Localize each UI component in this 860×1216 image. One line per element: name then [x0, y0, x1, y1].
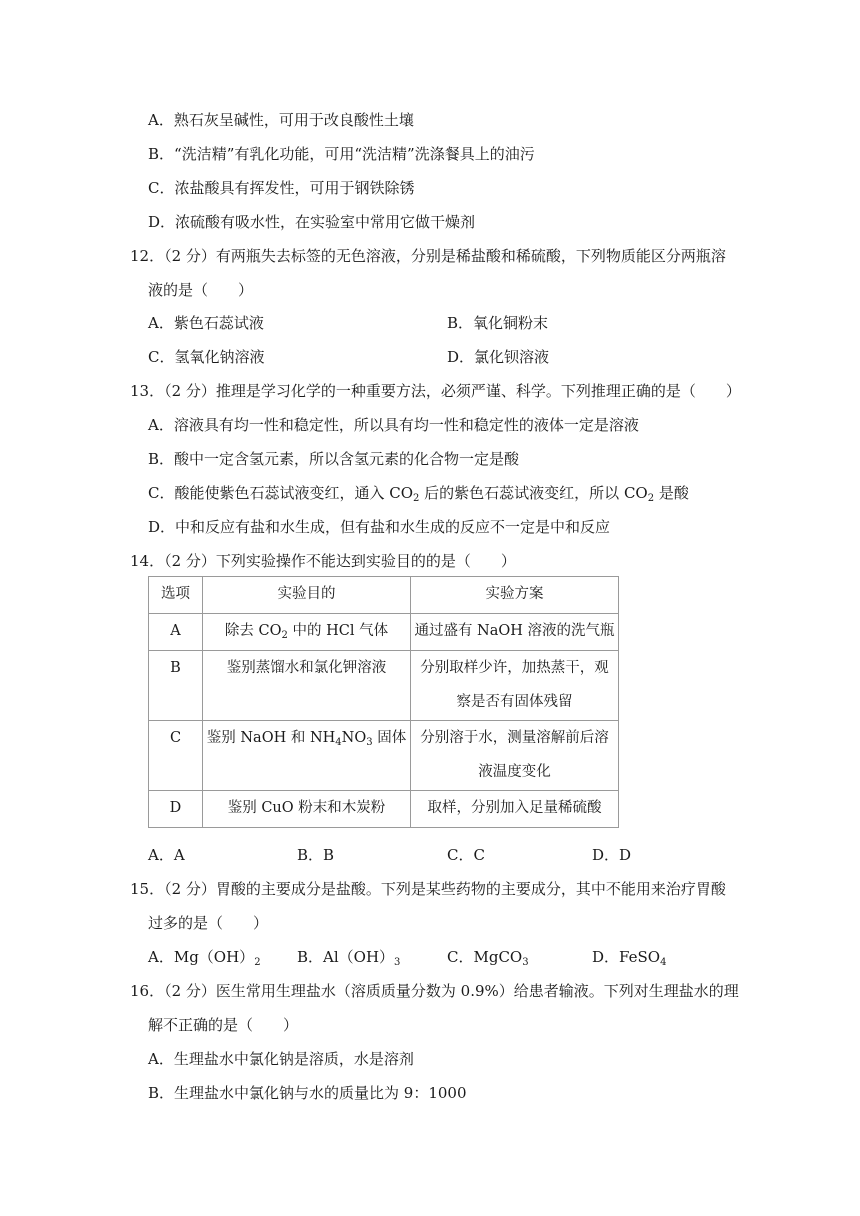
q11-option-a: A．熟石灰呈碱性，可用于改良酸性土壤: [148, 111, 414, 129]
row-b-purpose: 鉴别蒸馏水和氯化钾溶液: [203, 651, 411, 721]
q14-option-b: B．B: [297, 846, 335, 864]
table-row: [149, 614, 619, 651]
row-a-purpose: 除去 $CO_2$ 中的 HCl 气体: [203, 614, 411, 651]
q16-option-a: A．生理盐水中氯化钠是溶质，水是溶剂: [148, 1050, 414, 1068]
row-b-plan: 分别取样少许，加热蒸干，观 察是否有固体残留: [411, 651, 619, 721]
q11-option-b: B．“洗洁精”有乳化功能，可用“洗洁精”洗涤餐具上的油污: [148, 145, 535, 163]
row-d-option: D: [149, 791, 203, 828]
q14-stem: 14．（2 分）下列实验操作不能达到实验目的的是（ ）: [130, 552, 516, 570]
q15-stem-line1: 15．（2 分）胃酸的主要成分是盐酸。下列是某些药物的主要成分，其中不能用来治疗胃酸: [130, 880, 726, 898]
row-d-purpose: 鉴别 CuO 粉末和木炭粉: [203, 791, 411, 828]
q12-stem-line1: 12．（2 分）有两瓶失去标签的无色溶液，分别是稀盐酸和稀硫酸，下列物质能区分两瓶溶: [130, 247, 726, 265]
row-d-plan: 取样，分别加入足量稀硫酸: [411, 791, 619, 828]
q12-option-d: D．氯化钡溶液: [447, 348, 550, 366]
q16-stem-line2: 解不正确的是（ ）: [148, 1016, 299, 1034]
q16-option-b: B．生理盐水中氯化钠与水的质量比为 9：1000: [148, 1084, 467, 1102]
table-row: [149, 791, 619, 828]
table-header-row: [149, 577, 619, 614]
header-purpose: 实验目的: [203, 577, 411, 614]
q15-option-a: A．$Mg(OH)_2$: [148, 948, 261, 968]
q13-option-d: D．中和反应有盐和水生成，但有盐和水生成的反应不一定是中和反应: [148, 518, 611, 536]
row-b-option: B: [149, 651, 203, 721]
q12-option-c: C．氢氧化钠溶液: [148, 348, 265, 366]
q12-option-b: B．氧化铜粉末: [447, 314, 549, 332]
q13-option-c: C．酸能使紫色石蕊试液变红，通入 $CO_2$ 后的紫色石蕊试液变红，所以 $CO_2$ 是酸: [148, 484, 689, 504]
q11-option-c: C．浓盐酸具有挥发性，可用于钢铁除锈: [148, 179, 415, 197]
row-c-option: C: [149, 721, 203, 791]
row-c-plan: 分别溶于水，测量溶解前后溶 液温度变化: [411, 721, 619, 791]
q15-option-b: B．$Al(OH)_3$: [297, 948, 401, 968]
q13-option-a: A．溶液具有均一性和稳定性，所以具有均一性和稳定性的液体一定是溶液: [148, 416, 639, 434]
table-row: [149, 721, 619, 791]
header-option: 选项: [149, 577, 203, 614]
row-a-option: A: [149, 614, 203, 651]
q15-option-d: D．FeSO$_4$: [592, 948, 667, 968]
table-row: [149, 651, 619, 721]
row-c-purpose: 鉴别 NaOH 和 $NH_4NO_3$ 固体: [203, 721, 411, 791]
q14-option-c: C．C: [447, 846, 485, 864]
header-plan: 实验方案: [411, 577, 619, 614]
experiment-table: [148, 576, 619, 828]
q14-option-d: D．D: [592, 846, 632, 864]
q11-option-d: D．浓硫酸有吸水性，在实验室中常用它做干燥剂: [148, 213, 476, 231]
q15-stem-line2: 过多的是（ ）: [148, 914, 269, 932]
q14-option-a: A．A: [148, 846, 185, 864]
q13-option-b: B．酸中一定含氢元素，所以含氢元素的化合物一定是酸: [148, 450, 520, 468]
row-a-plan: 通过盛有 NaOH 溶液的洗气瓶: [411, 614, 619, 651]
q16-stem-line1: 16．（2 分）医生常用生理盐水（溶质质量分数为 0.9%）给患者输液。下列对生理盐水的理: [130, 982, 739, 1000]
q12-stem-line2: 液的是（ ）: [148, 281, 254, 299]
q12-option-a: A．紫色石蕊试液: [148, 314, 264, 332]
q15-option-c: C．MgCO$_3$: [447, 948, 529, 968]
q13-stem: 13．（2 分）推理是学习化学的一种重要方法，必须严谨、科学。下列推理正确的是（ ）: [130, 382, 741, 400]
